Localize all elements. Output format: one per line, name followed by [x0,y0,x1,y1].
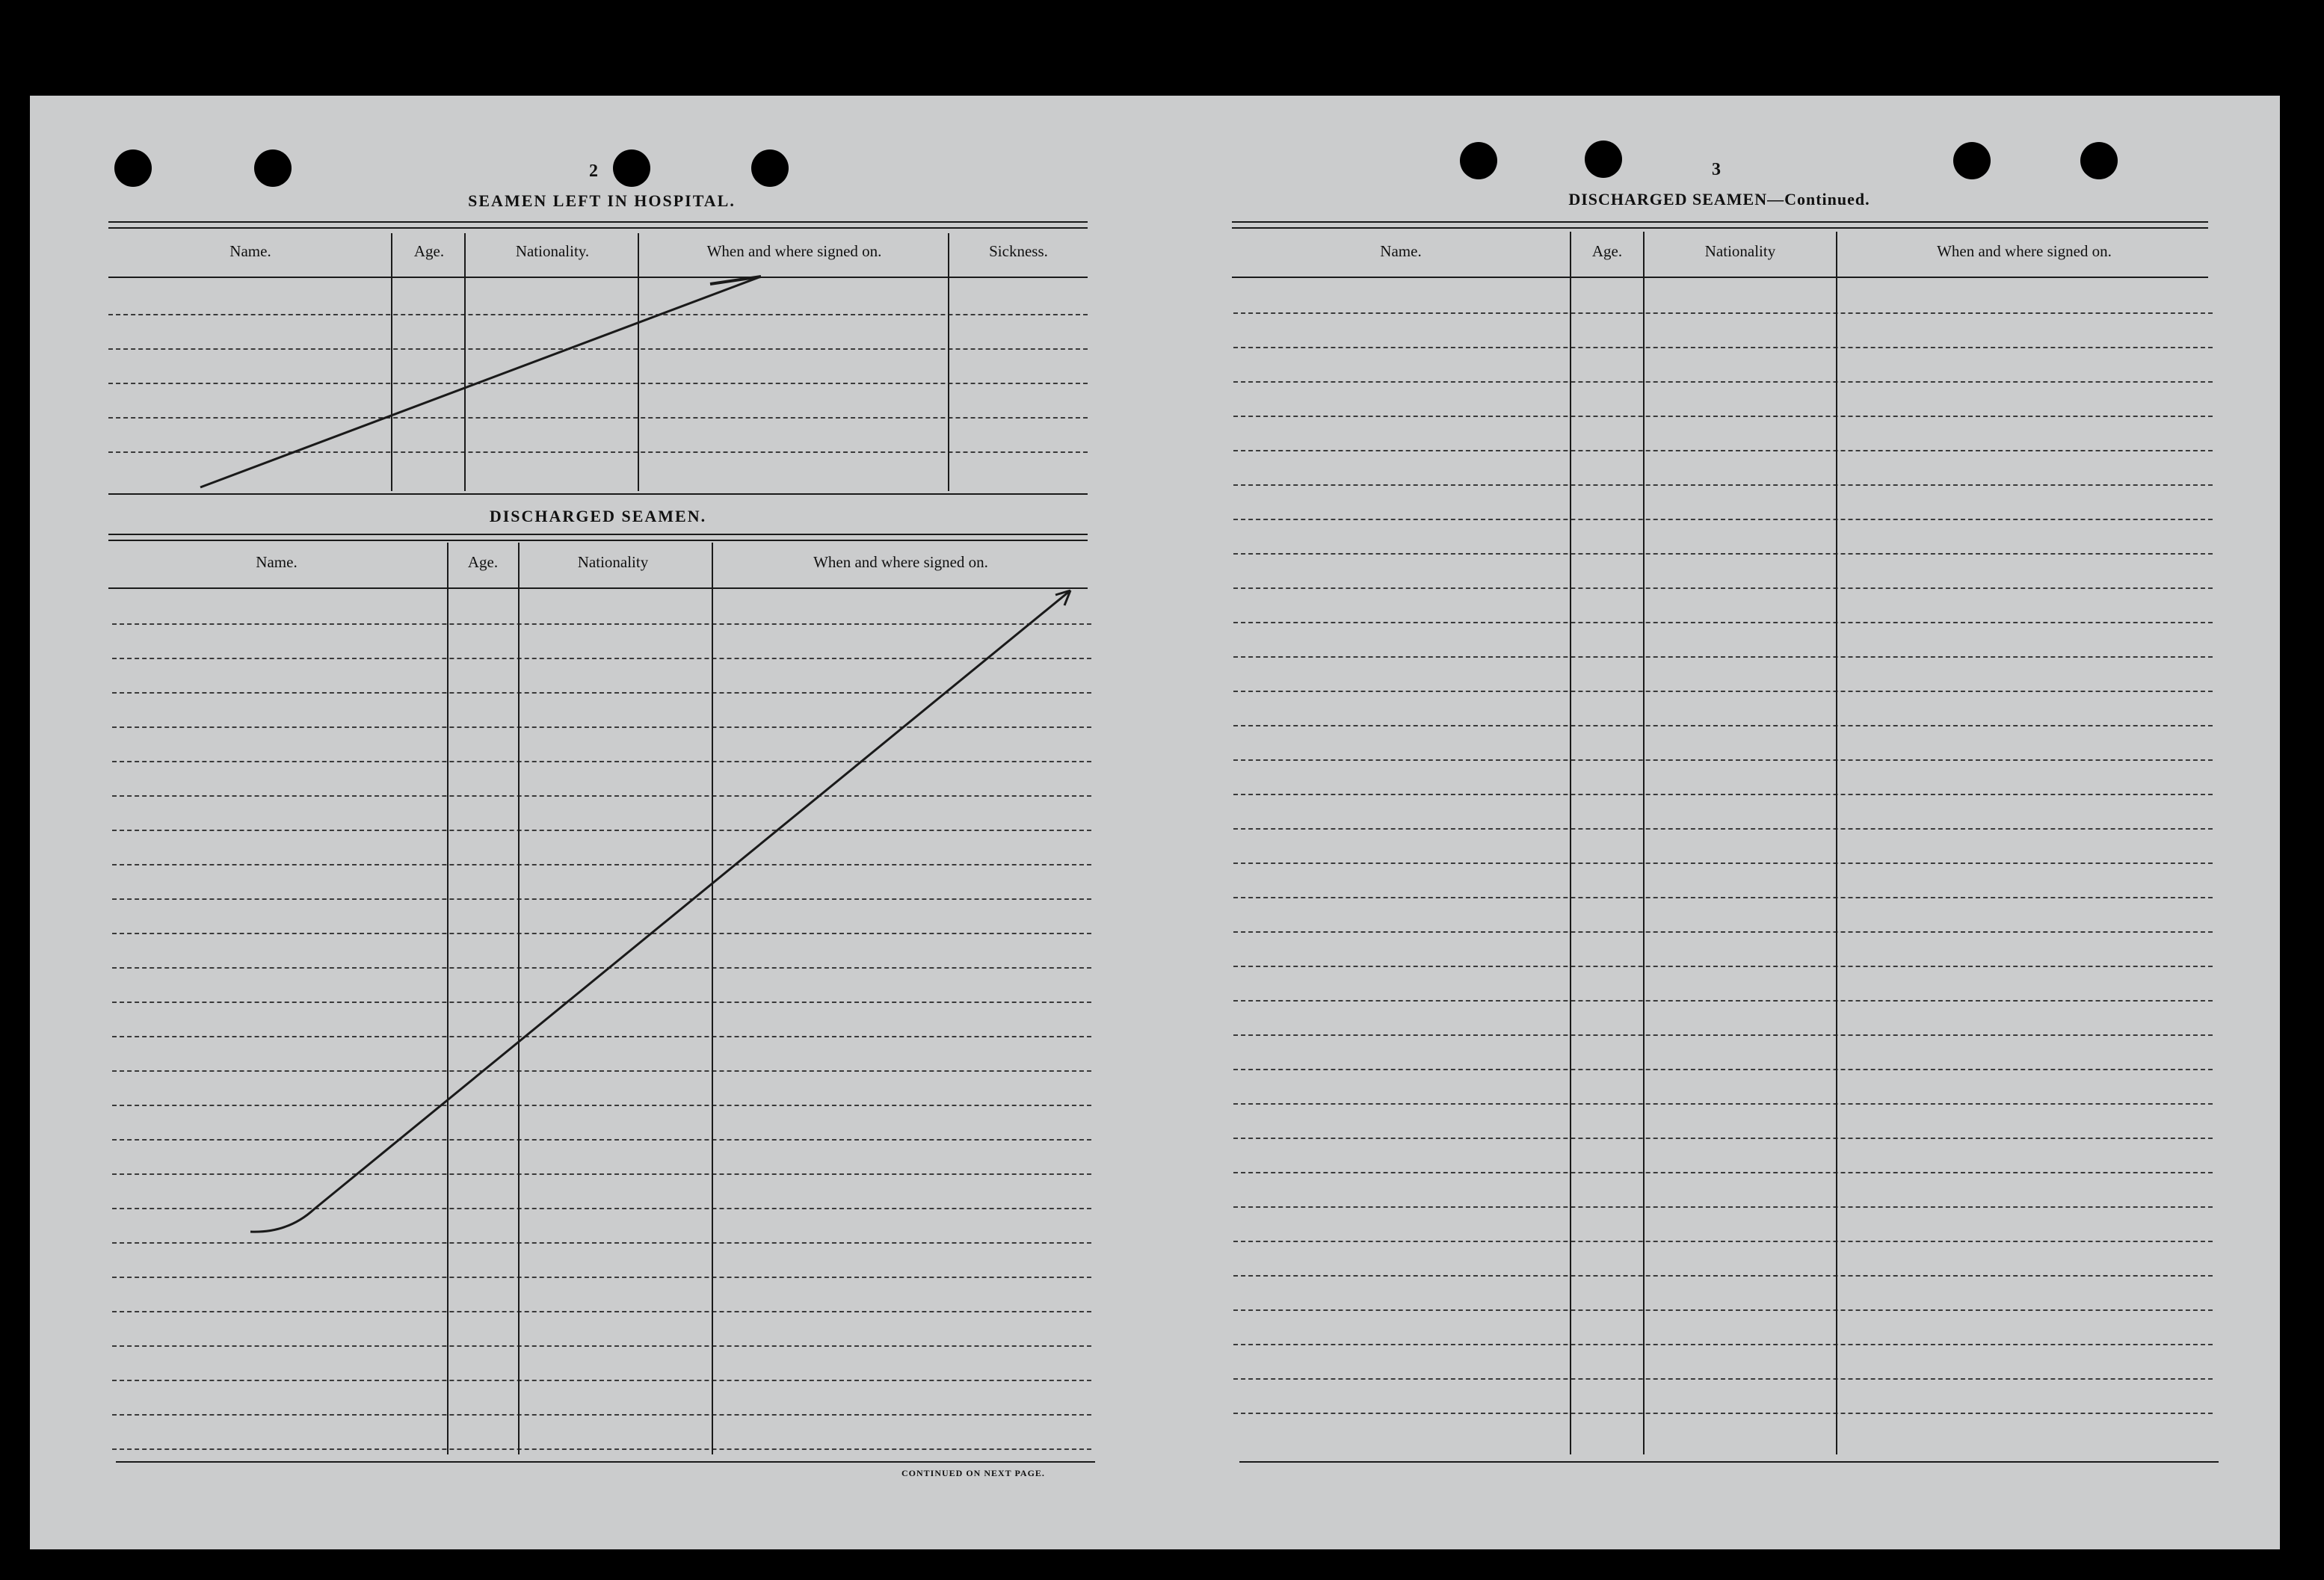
col-header-sickness: Sickness. [989,242,1048,260]
col-header-name: Name. [256,553,298,571]
footer-continued: CONTINUED ON NEXT PAGE. [901,1468,1045,1478]
section-title-discharged-continued: DISCHARGED SEAMEN—Continued. [1568,190,1870,209]
col-header-name: Name. [1380,242,1422,260]
col-header-age: Age. [1591,242,1623,260]
page-number: 3 [1712,160,1721,179]
col-header-age: Age. [467,553,499,571]
col-header-name: Name. [229,242,271,260]
col-header-signed-on: When and where signed on. [706,242,882,260]
col-header-nationality: Nationality [1704,242,1776,260]
section-title-discharged: DISCHARGED SEAMEN. [489,507,707,525]
page-number: 2 [589,161,598,181]
col-header-signed-on: When and where signed on. [813,553,988,571]
col-header-age: Age. [413,242,445,260]
col-header-signed-on: When and where signed on. [1937,242,2112,260]
section-title-hospital: SEAMEN LEFT IN HOSPITAL. [468,191,736,210]
col-header-nationality: Nationality. [515,242,590,260]
col-header-nationality: Nationality [577,553,649,571]
